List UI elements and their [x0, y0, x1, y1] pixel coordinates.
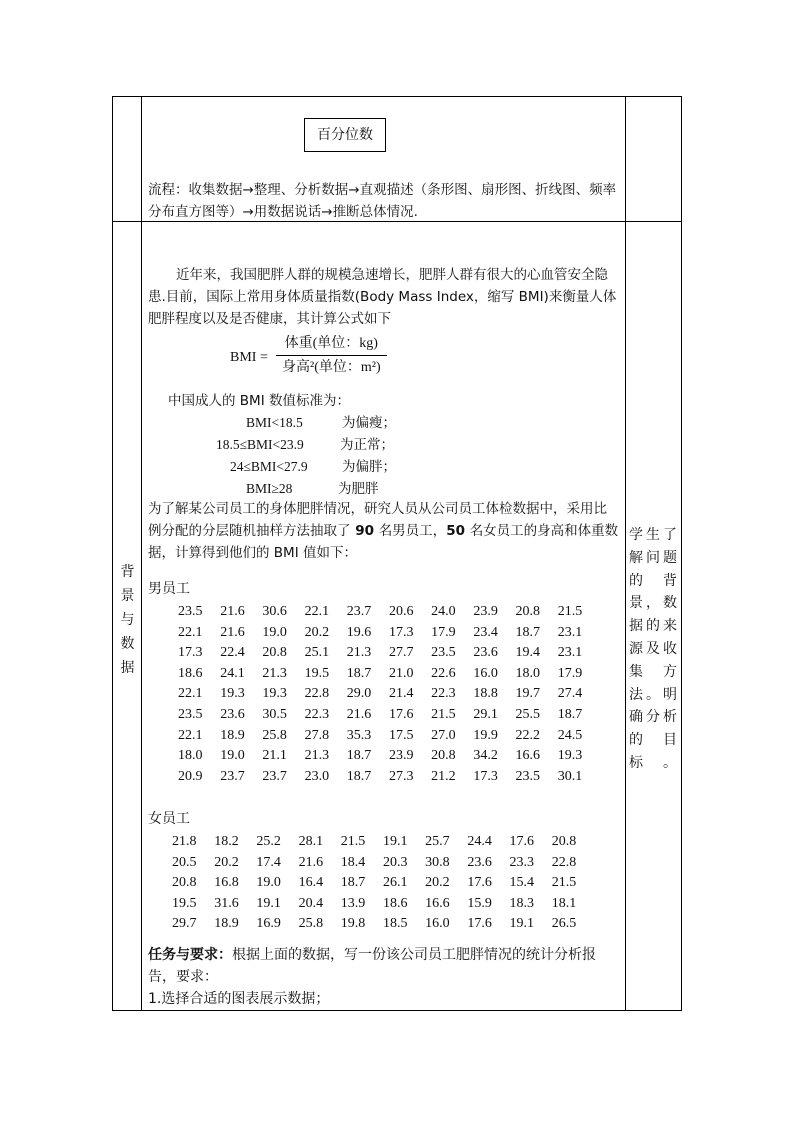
- female-bmi-grid: [172, 832, 594, 935]
- male-value: 20.2: [304, 624, 330, 640]
- top-row: [113, 97, 682, 222]
- female-value: 16.6: [425, 895, 450, 911]
- female-value: 13.9: [340, 895, 366, 911]
- task-item: 1.选择合适的图表展示数据；: [148, 991, 330, 1007]
- standard-label: 为偏瘦；: [342, 415, 396, 430]
- female-value: 22.8: [551, 854, 577, 870]
- female-value: 17.6: [467, 916, 492, 932]
- male-value: 30.6: [262, 604, 287, 619]
- sample-text: 为了解某公司员工的身体肥胖情况，研究人员从公司员工体检数据中，采用比例分配的分层随机抽样方法抽取了: [148, 501, 607, 539]
- male-value: 21.5: [557, 604, 583, 619]
- female-value: 18.3: [509, 895, 534, 911]
- male-value: 21.0: [388, 665, 414, 681]
- female-value: 17.6: [467, 875, 492, 891]
- section-label-char: 背: [120, 564, 135, 580]
- male-value: 35.3: [346, 727, 372, 743]
- male-value: 19.6: [346, 624, 372, 640]
- male-value: 22.3: [304, 706, 330, 722]
- female-value: 19.1: [509, 916, 534, 932]
- male-value: 21.5: [431, 706, 456, 722]
- section-label-char: 与: [120, 612, 135, 628]
- male-value: 27.8: [304, 727, 330, 743]
- male-value: 20.8: [515, 604, 540, 619]
- male-value: 25.5: [515, 706, 540, 722]
- sample-text: 名男员工，: [378, 523, 447, 539]
- male-value: 17.3: [178, 645, 203, 661]
- male-value: 16.0: [473, 665, 498, 681]
- female-value: 23.3: [509, 854, 534, 870]
- female-value: 17.4: [256, 854, 281, 870]
- male-row: [178, 746, 600, 767]
- section-label: [113, 560, 142, 680]
- female-value: 18.6: [382, 895, 408, 911]
- male-value: 27.3: [388, 768, 414, 784]
- note-cell: [626, 222, 682, 1011]
- male-row: [178, 726, 600, 747]
- female-value: 19.5: [172, 895, 197, 911]
- standard-label: 为偏胖；: [342, 459, 396, 474]
- standard-row: [230, 456, 396, 478]
- female-value: 18.9: [214, 916, 239, 932]
- task-heading: 任务与要求：: [148, 947, 232, 963]
- male-row: [178, 602, 600, 623]
- male-value: 21.3: [304, 748, 330, 764]
- formula-denominator: 身高²(单位：m²): [282, 360, 381, 375]
- male-value: 27.7: [388, 645, 414, 661]
- male-value: 23.5: [515, 768, 540, 784]
- male-value: 18.7: [346, 768, 372, 784]
- female-value: 21.6: [298, 854, 324, 870]
- male-value: 18.7: [515, 624, 540, 640]
- male-value: 24.1: [220, 665, 245, 681]
- standard-row: [246, 412, 396, 434]
- male-value: 23.1: [557, 645, 583, 661]
- side-note: 学生了解问题的背景，数据的来源及收集方法。明确分析的目标。: [629, 527, 677, 771]
- male-value: 34.2: [473, 748, 498, 764]
- male-value: 22.8: [304, 686, 330, 702]
- female-value: 21.5: [551, 875, 577, 891]
- intro-paragraph: 近年来，我国肥胖人群的规模急速增长，肥胖人群有很大的心血管安全隐患.目前，国际上常用身体质量指数(Body Mass Index，缩写 BMI)来衡量人体肥胖程度以及是否健康，其计算公式如下: [148, 267, 617, 327]
- male-value: 23.7: [346, 604, 372, 619]
- lesson-table: [112, 96, 682, 1011]
- formula-fraction: [276, 334, 387, 378]
- section-label-char: 据: [120, 660, 135, 676]
- male-value: 22.3: [431, 686, 456, 702]
- male-value: 17.3: [388, 624, 414, 640]
- female-value: 20.2: [425, 875, 450, 891]
- standard-range: 18.5≤BMI<23.9: [216, 437, 304, 452]
- male-value: 19.0: [220, 748, 245, 764]
- formula-lhs: BMI =: [230, 350, 268, 365]
- female-value: 29.7: [172, 916, 197, 932]
- male-value: 18.0: [515, 665, 540, 681]
- section-label-cell: [113, 222, 142, 1011]
- male-value: 21.3: [262, 665, 287, 681]
- male-value: 27.4: [557, 686, 583, 702]
- male-value: 30.5: [262, 706, 287, 722]
- male-value: 19.9: [473, 727, 498, 743]
- male-value: 19.7: [515, 686, 540, 702]
- male-value: 17.9: [431, 624, 456, 640]
- male-value: 19.0: [262, 624, 287, 640]
- female-value: 20.8: [172, 875, 197, 891]
- female-value: 26.5: [551, 916, 577, 932]
- main-content-cell: [142, 222, 626, 1011]
- female-value: 16.8: [214, 875, 239, 891]
- female-value: 25.8: [298, 916, 324, 932]
- male-value: 17.9: [557, 665, 583, 681]
- standard-range: BMI≥28: [246, 481, 293, 496]
- female-value: 20.4: [298, 895, 324, 911]
- standard-range: BMI<18.5: [246, 415, 303, 430]
- female-value: 17.6: [509, 834, 534, 849]
- top-left-cell: [113, 97, 142, 222]
- male-value: 21.6: [346, 706, 372, 722]
- body-row: [113, 222, 682, 1011]
- male-value: 20.9: [178, 768, 203, 784]
- male-value: 18.7: [346, 665, 372, 681]
- female-value: 24.4: [467, 834, 492, 849]
- female-group-label: 女员工: [148, 811, 190, 827]
- male-row: [178, 643, 600, 664]
- male-value: 21.2: [431, 768, 456, 784]
- task-section: [148, 944, 620, 1010]
- section-label-char: 景: [120, 588, 135, 604]
- male-value: 23.5: [178, 604, 203, 619]
- male-value: 19.4: [515, 645, 540, 661]
- female-value: 25.7: [425, 834, 450, 849]
- male-count: 90: [350, 523, 379, 539]
- male-value: 23.7: [220, 768, 245, 784]
- standard-label: 为肥胖: [338, 481, 379, 496]
- male-value: 21.6: [220, 604, 245, 619]
- male-value: 23.4: [473, 624, 498, 640]
- male-value: 16.6: [515, 748, 540, 764]
- standard-row: [216, 434, 394, 456]
- male-value: 19.5: [304, 665, 330, 681]
- male-value: 17.3: [473, 768, 498, 784]
- male-value: 25.1: [304, 645, 330, 661]
- female-value: 26.1: [382, 875, 408, 891]
- female-value: 23.6: [467, 854, 492, 870]
- male-value: 24.5: [557, 727, 583, 743]
- male-value: 22.2: [515, 727, 540, 743]
- male-value: 22.1: [178, 624, 203, 640]
- flow-description: 流程：收集数据→整理、分析数据→直观描述（条形图、扇形图、折线图、频率分布直方图等）→用数据说话→推断总体情况.: [148, 182, 617, 220]
- female-value: 18.7: [340, 875, 366, 891]
- standard-range: 24≤BMI<27.9: [230, 459, 308, 474]
- fraction-bar: [276, 355, 387, 356]
- male-value: 20.8: [262, 645, 287, 661]
- male-value: 23.9: [388, 748, 414, 764]
- female-value: 18.4: [340, 854, 366, 870]
- female-value: 16.0: [425, 916, 450, 932]
- male-value: 20.6: [388, 604, 414, 619]
- male-value: 18.8: [473, 686, 498, 702]
- male-group-label: 男员工: [148, 581, 190, 597]
- male-value: 23.5: [178, 706, 203, 722]
- male-value: 19.3: [262, 686, 287, 702]
- male-value: 23.7: [262, 768, 287, 784]
- male-value: 18.7: [557, 706, 583, 722]
- female-value: 15.9: [467, 895, 492, 911]
- formula-numerator: 体重(单位：kg): [284, 336, 378, 351]
- male-value: 23.6: [220, 706, 245, 722]
- female-value: 21.5: [340, 834, 366, 849]
- male-row: [178, 684, 600, 705]
- female-value: 18.2: [214, 834, 239, 849]
- female-row: [172, 873, 594, 894]
- female-value: 21.8: [172, 834, 197, 849]
- female-value: 20.2: [214, 854, 239, 870]
- female-value: 18.1: [551, 895, 577, 911]
- female-value: 18.5: [382, 916, 408, 932]
- percentile-boxed-term: 百分位数: [304, 118, 386, 152]
- male-value: 21.3: [346, 645, 372, 661]
- female-value: 20.8: [551, 834, 577, 849]
- male-value: 22.6: [431, 665, 456, 681]
- top-right-cell: [626, 97, 682, 222]
- female-value: 16.9: [256, 916, 281, 932]
- female-count: 50: [446, 523, 470, 539]
- male-value: 23.5: [431, 645, 456, 661]
- male-value: 30.1: [557, 768, 583, 784]
- female-value: 20.5: [172, 854, 197, 870]
- male-value: 17.6: [388, 706, 414, 722]
- male-value: 19.3: [220, 686, 245, 702]
- male-row: [178, 705, 600, 726]
- top-content-cell: [142, 97, 626, 222]
- sample-paragraph: [148, 498, 620, 564]
- female-value: 28.1: [298, 834, 324, 849]
- female-value: 16.4: [298, 875, 324, 891]
- section-label-char: 数: [120, 636, 135, 652]
- female-value: 31.6: [214, 895, 239, 911]
- female-row: [172, 914, 594, 935]
- standard-row: [246, 478, 379, 500]
- male-value: 23.0: [304, 768, 330, 784]
- male-value: 18.7: [346, 748, 372, 764]
- female-value: 20.3: [382, 854, 408, 870]
- male-value: 23.6: [473, 645, 498, 661]
- male-value: 22.1: [178, 727, 203, 743]
- task-text: 根据上面的数据，写一份该公司员工肥胖情况的统计分析报告，要求：: [148, 947, 596, 985]
- female-value: 19.8: [340, 916, 366, 932]
- male-value: 18.6: [178, 665, 203, 681]
- male-value: 18.9: [220, 727, 245, 743]
- male-value: 25.8: [262, 727, 287, 743]
- female-row: [172, 894, 594, 915]
- female-value: 25.2: [256, 834, 281, 849]
- male-value: 29.0: [346, 686, 372, 702]
- male-value: 20.8: [431, 748, 456, 764]
- male-value: 29.1: [473, 706, 498, 722]
- male-value: 23.1: [557, 624, 583, 640]
- male-row: [178, 767, 600, 788]
- male-value: 22.1: [304, 604, 330, 619]
- female-value: 19.1: [256, 895, 281, 911]
- male-row: [178, 623, 600, 644]
- male-value: 18.0: [178, 748, 203, 764]
- female-value: 30.8: [425, 854, 450, 870]
- male-value: 22.4: [220, 645, 245, 661]
- female-row: [172, 853, 594, 874]
- male-value: 23.9: [473, 604, 498, 619]
- standard-title: 中国成人的 BMI 数值标准为：: [168, 393, 350, 409]
- female-row: [172, 832, 594, 853]
- male-value: 24.0: [431, 604, 456, 619]
- male-value: 21.1: [262, 748, 287, 764]
- male-bmi-grid: [178, 602, 600, 787]
- male-value: 27.0: [431, 727, 456, 743]
- standard-label: 为正常；: [340, 437, 394, 452]
- female-value: 19.0: [256, 875, 281, 891]
- male-row: [178, 664, 600, 685]
- male-value: 22.1: [178, 686, 203, 702]
- male-value: 17.5: [388, 727, 414, 743]
- sample-text: 名女员工的身高和体重数据，计算得到他们的 BMI 值如下：: [148, 523, 619, 561]
- male-value: 21.6: [220, 624, 245, 640]
- female-value: 15.4: [509, 875, 534, 891]
- male-value: 19.3: [557, 748, 583, 764]
- male-value: 21.4: [388, 686, 414, 702]
- female-value: 19.1: [382, 834, 408, 849]
